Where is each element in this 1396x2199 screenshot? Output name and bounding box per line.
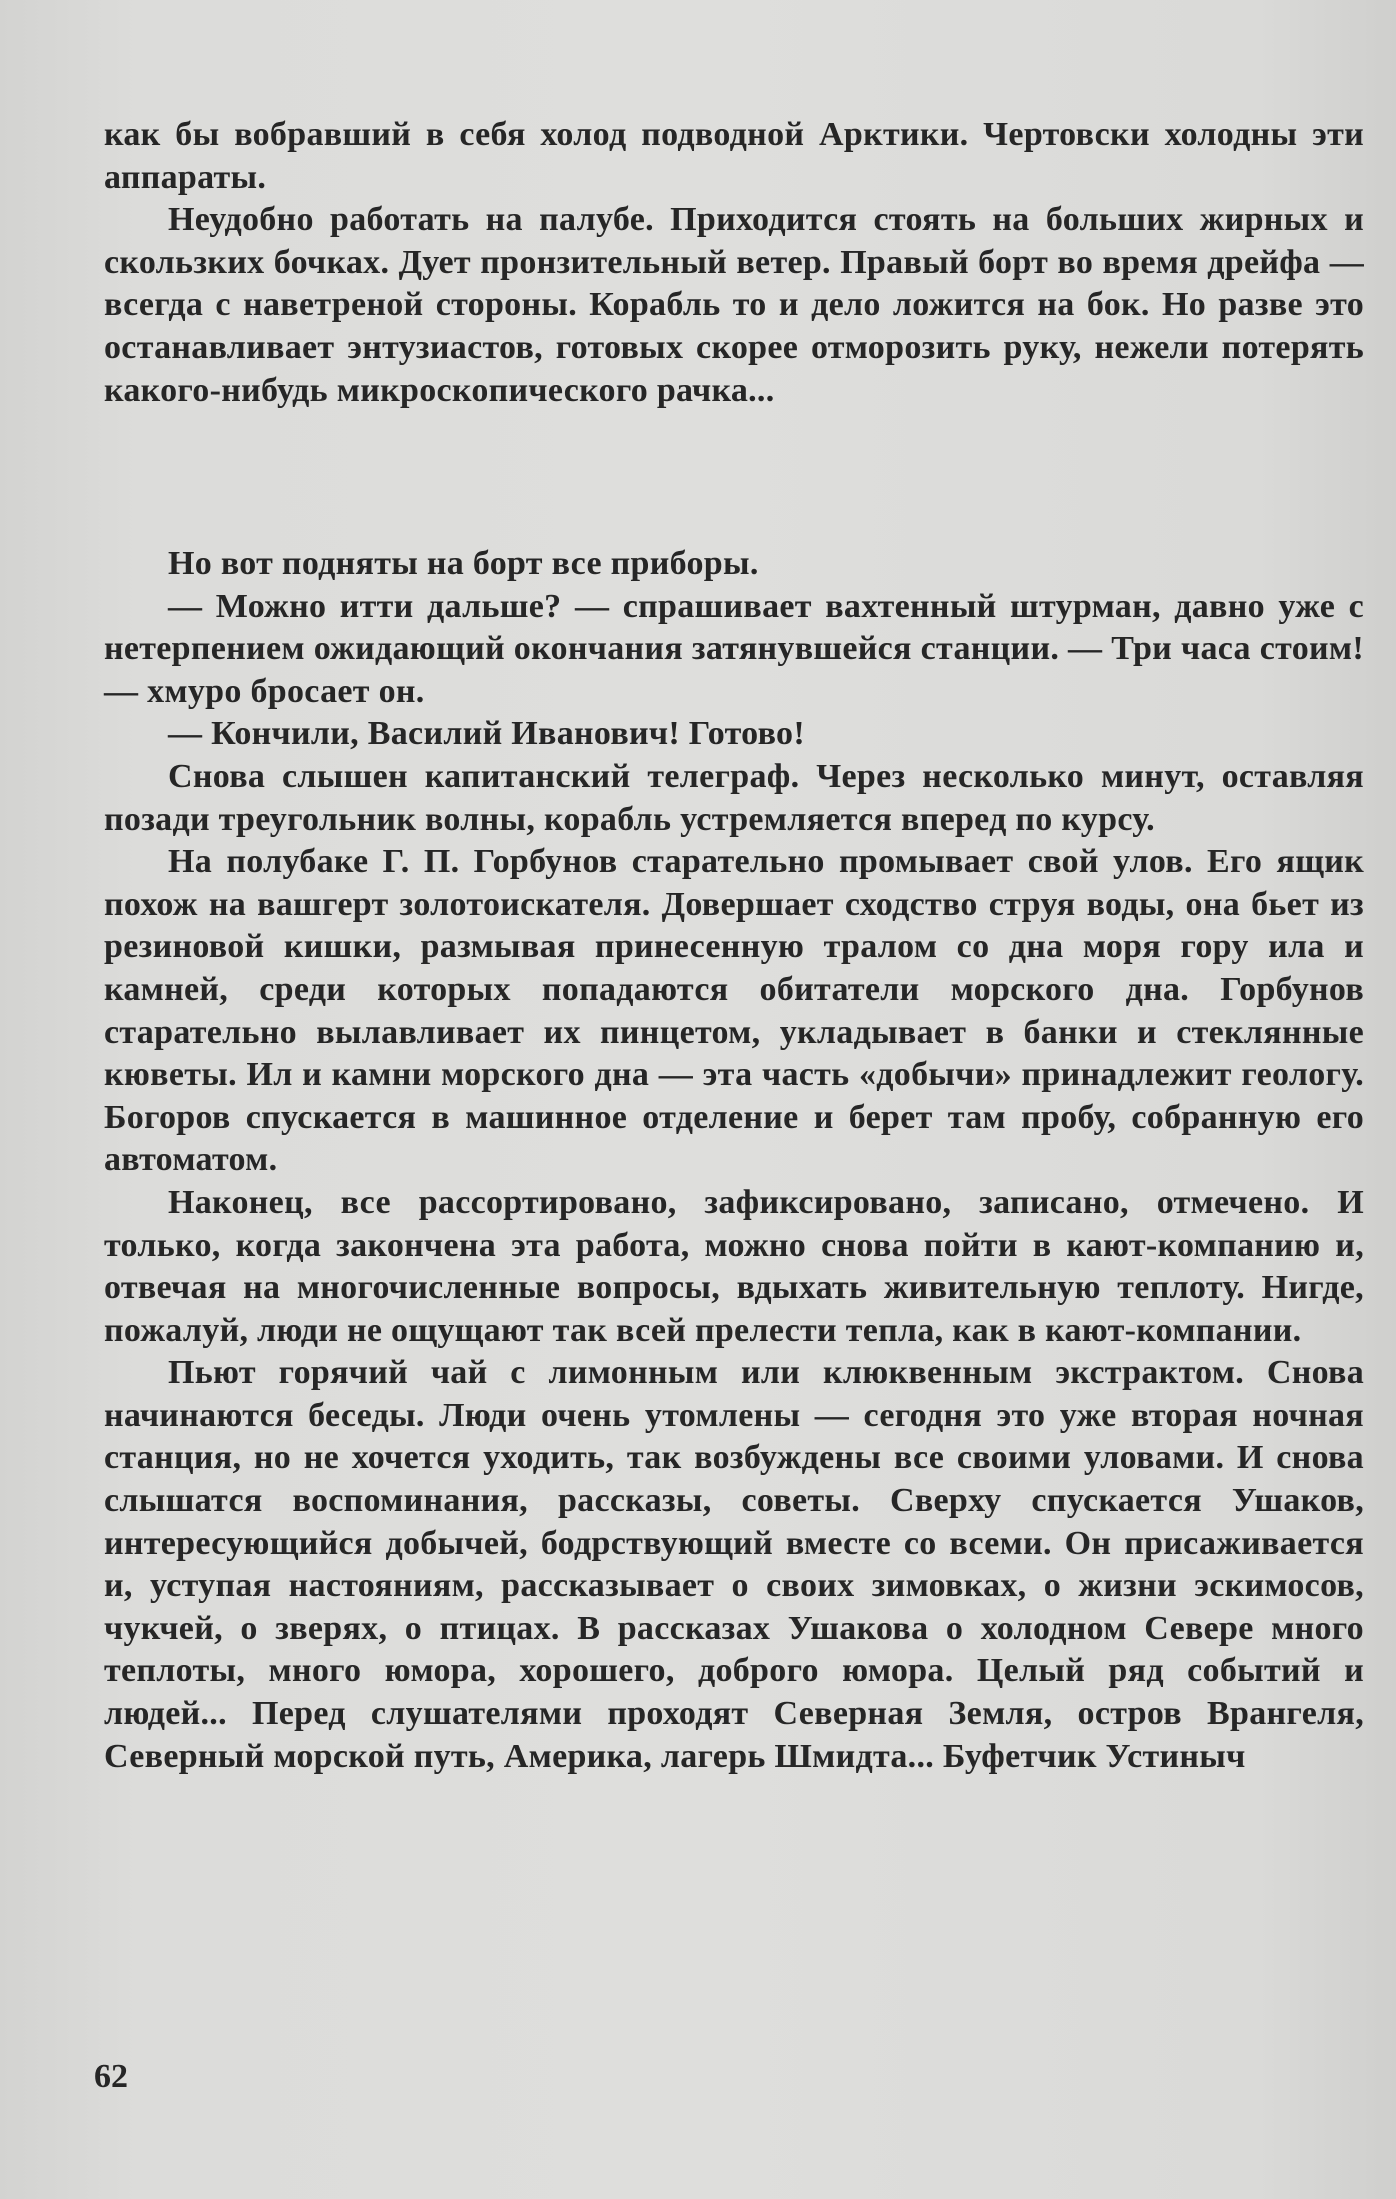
page-number: 62 bbox=[94, 2058, 128, 2095]
paragraph: Пьют горячий чай с лимонным или клюквенным экстрактом. Снова начинаются беседы. Люди очень утомлены — сегодня это уже вторая ночная станция, но не хочется уходить, так возбуждены все своими уловами. И снова слышатся воспоминания, рассказы, советы. Сверху спускается Ушаков, интересующийся добычей, бодрствующий вместе со всеми. Он присаживается и, уступая настояниям, рассказывает о своих зимовках, о жизни эскимосов, чукчей, о зверях, о птицах. В рассказах Ушакова о холодном Севере много теплоты, много юмора, хорошего, доброго юмора. Целый ряд событий и людей... Перед слушателями проходят Северная Земля, остров Врангеля, Северный морской путь, Америка, лагерь Шмидта... Буфетчик Устиныч bbox=[104, 1354, 1364, 1775]
paragraph: как бы вобравший в себя холод подводной Арктики. Чертовски холодны эти аппараты. bbox=[104, 116, 1364, 196]
text-block-main bbox=[104, 543, 1364, 1778]
paragraph: Снова слышен капитанский телеграф. Через несколько минут, оставляя позади треугольник волны, корабль устремляется вперед по курсу. bbox=[104, 757, 1364, 838]
paragraph: — Можно итти дальше? — спрашивает вахтенный штурман, давно уже с нетерпением ожидающий окончания затянувшейся станции. — Три часа стоим! — хмуро бросает он. bbox=[104, 587, 1364, 710]
paragraph: На полубаке Г. П. Горбунов старательно промывает свой улов. Его ящик похож на вашгерт золотоискателя. Довершает сходство струя воды, она бьет из резиновой кишки, размывая принесенную тралом со дна моря гору ила и камней, среди которых попадаются обитатели морского дна. Горбунов старательно вылавливает их пинцетом, укладывает в банки и стеклянные кюветы. Ил и камни морского дна — эта часть «добычи» принадлежит геологу. Богоров спускается в машинное отделение и берет там пробу, собранную его автоматом. bbox=[104, 843, 1364, 1179]
paragraph: Неудобно работать на палубе. Приходится стоять на больших жирных и скользких бочках. Дует пронзительный ветер. Правый борт во время дрейфа — всегда с наветреной стороны. Корабль то и дело ложится на бок. Но разве это останавливает энтузиастов, готовых скорее отморозить руку, нежели потерять какого-нибудь микроскопического рачка... bbox=[104, 201, 1364, 409]
text-block-top bbox=[104, 114, 1364, 412]
paragraph: Но вот подняты на борт все приборы. bbox=[168, 545, 759, 582]
paragraph: Наконец, все рассортировано, зафиксировано, записано, отмечено. И только, когда закончена эта работа, можно снова пойти в кают-компанию и, отвечая на многочисленные вопросы, вдыхать живительную теплоту. Нигде, пожалуй, люди не ощущают так всей прелести тепла, как в кают-компании. bbox=[104, 1183, 1364, 1349]
paragraph: — Кончили, Василий Иванович! Готово! bbox=[168, 715, 805, 753]
